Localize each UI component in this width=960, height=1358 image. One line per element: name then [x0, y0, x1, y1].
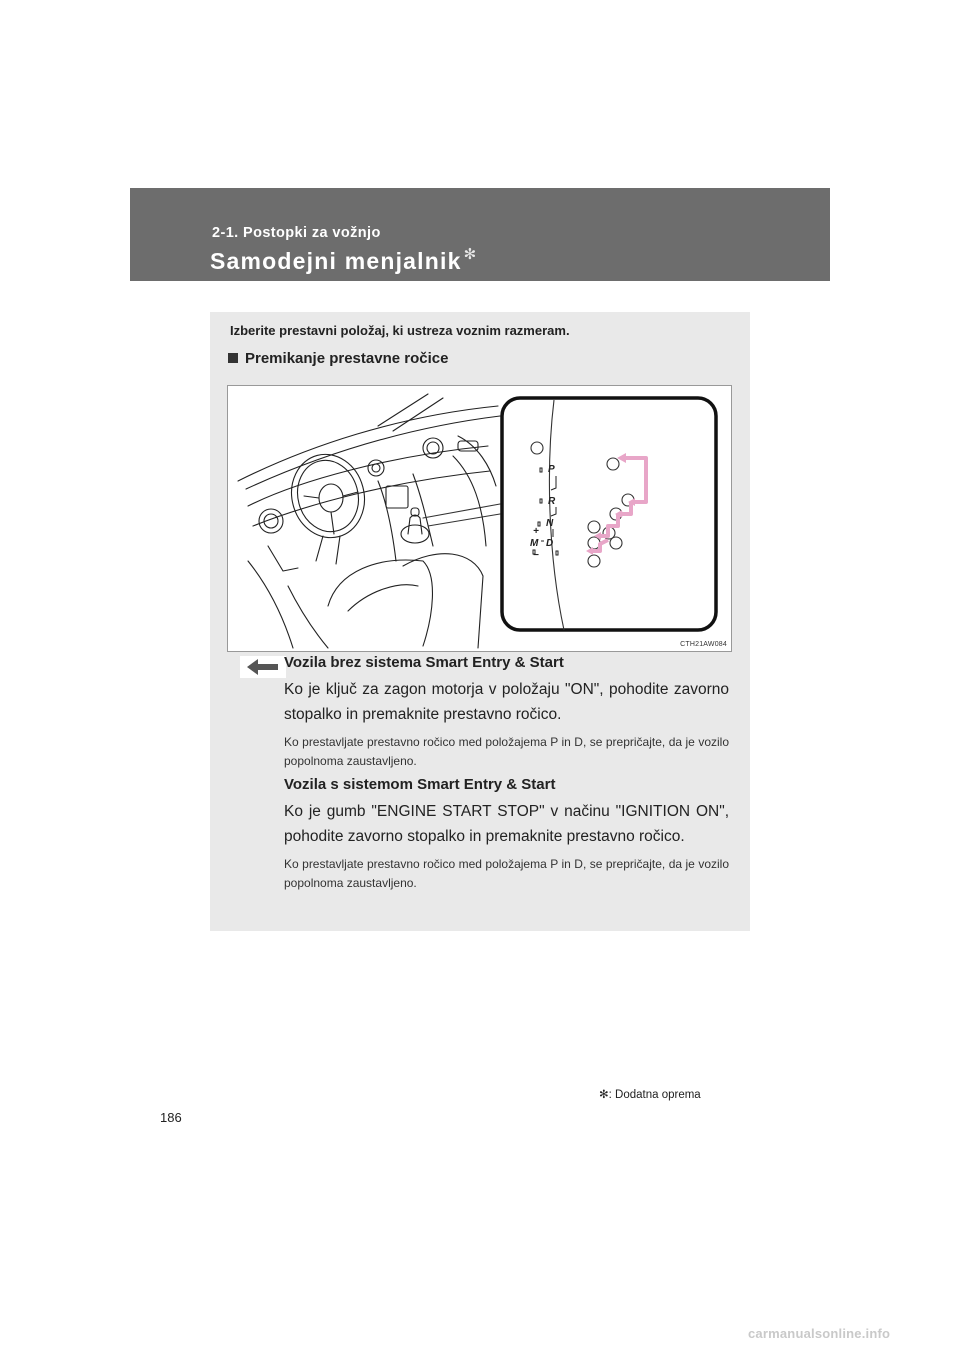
gear-label-d: D: [546, 538, 554, 549]
optional-equipment-mark: ✻: [463, 246, 478, 263]
section-heading: Vozila brez sistema Smart Entry & Start: [284, 654, 564, 671]
section-without-smart-entry: [284, 654, 729, 771]
section-heading: Vozila s sistemom Smart Entry & Start: [284, 776, 556, 793]
intro-text: Izberite prestavni položaj, ki ustreza voznim razmeram.: [230, 323, 570, 338]
section-text: Ko je ključ za zagon motorja v položaju "ON", pohodite zavorno stopalko in premaknite prestavno ročico.: [284, 681, 729, 723]
section-label: 2-1. Postopki za vožnjo: [212, 225, 381, 241]
section-note: Ko prestavljate prestavno ročico med položajema P in D, se prepričajte, da je vozilo popolnoma zaustavljeno.: [284, 735, 729, 768]
square-bullet-icon: [228, 353, 238, 363]
page-title: [210, 245, 477, 275]
figure-code: CTH21AW084: [680, 641, 727, 648]
gear-label-p: P: [548, 464, 555, 475]
gear-label-r: R: [548, 496, 556, 507]
gear-label-n: N: [546, 518, 554, 529]
left-arrow-icon: [240, 656, 286, 678]
subheading: [228, 350, 448, 367]
gear-label-plus: +: [533, 526, 539, 537]
subheading-text: Premikanje prestavne ročice: [245, 350, 449, 367]
gear-label-m: M: [530, 538, 539, 549]
section-with-smart-entry: [284, 776, 729, 893]
page-number: 186: [160, 1110, 182, 1125]
section-note: Ko prestavljate prestavno ročico med položajema P in D, se prepričajte, da je vozilo popolnoma zaustavljeno.: [284, 857, 729, 890]
gear-shift-illustration: [227, 385, 732, 652]
page-title-text: Samodejni menjalnik: [210, 248, 462, 274]
section-header-bar: [130, 188, 830, 281]
car-interior-drawing: [228, 386, 731, 651]
watermark: carmanualsonline.info: [748, 1326, 891, 1341]
gear-label-minus: −: [533, 550, 539, 561]
section-text: Ko je gumb "ENGINE START STOP" v načinu "IGNITION ON", pohodite zavorno stopalko in premaknite prestavno ročico.: [284, 803, 729, 845]
content-panel: [210, 312, 750, 931]
footnote: ✻: Dodatna oprema: [599, 1089, 701, 1101]
